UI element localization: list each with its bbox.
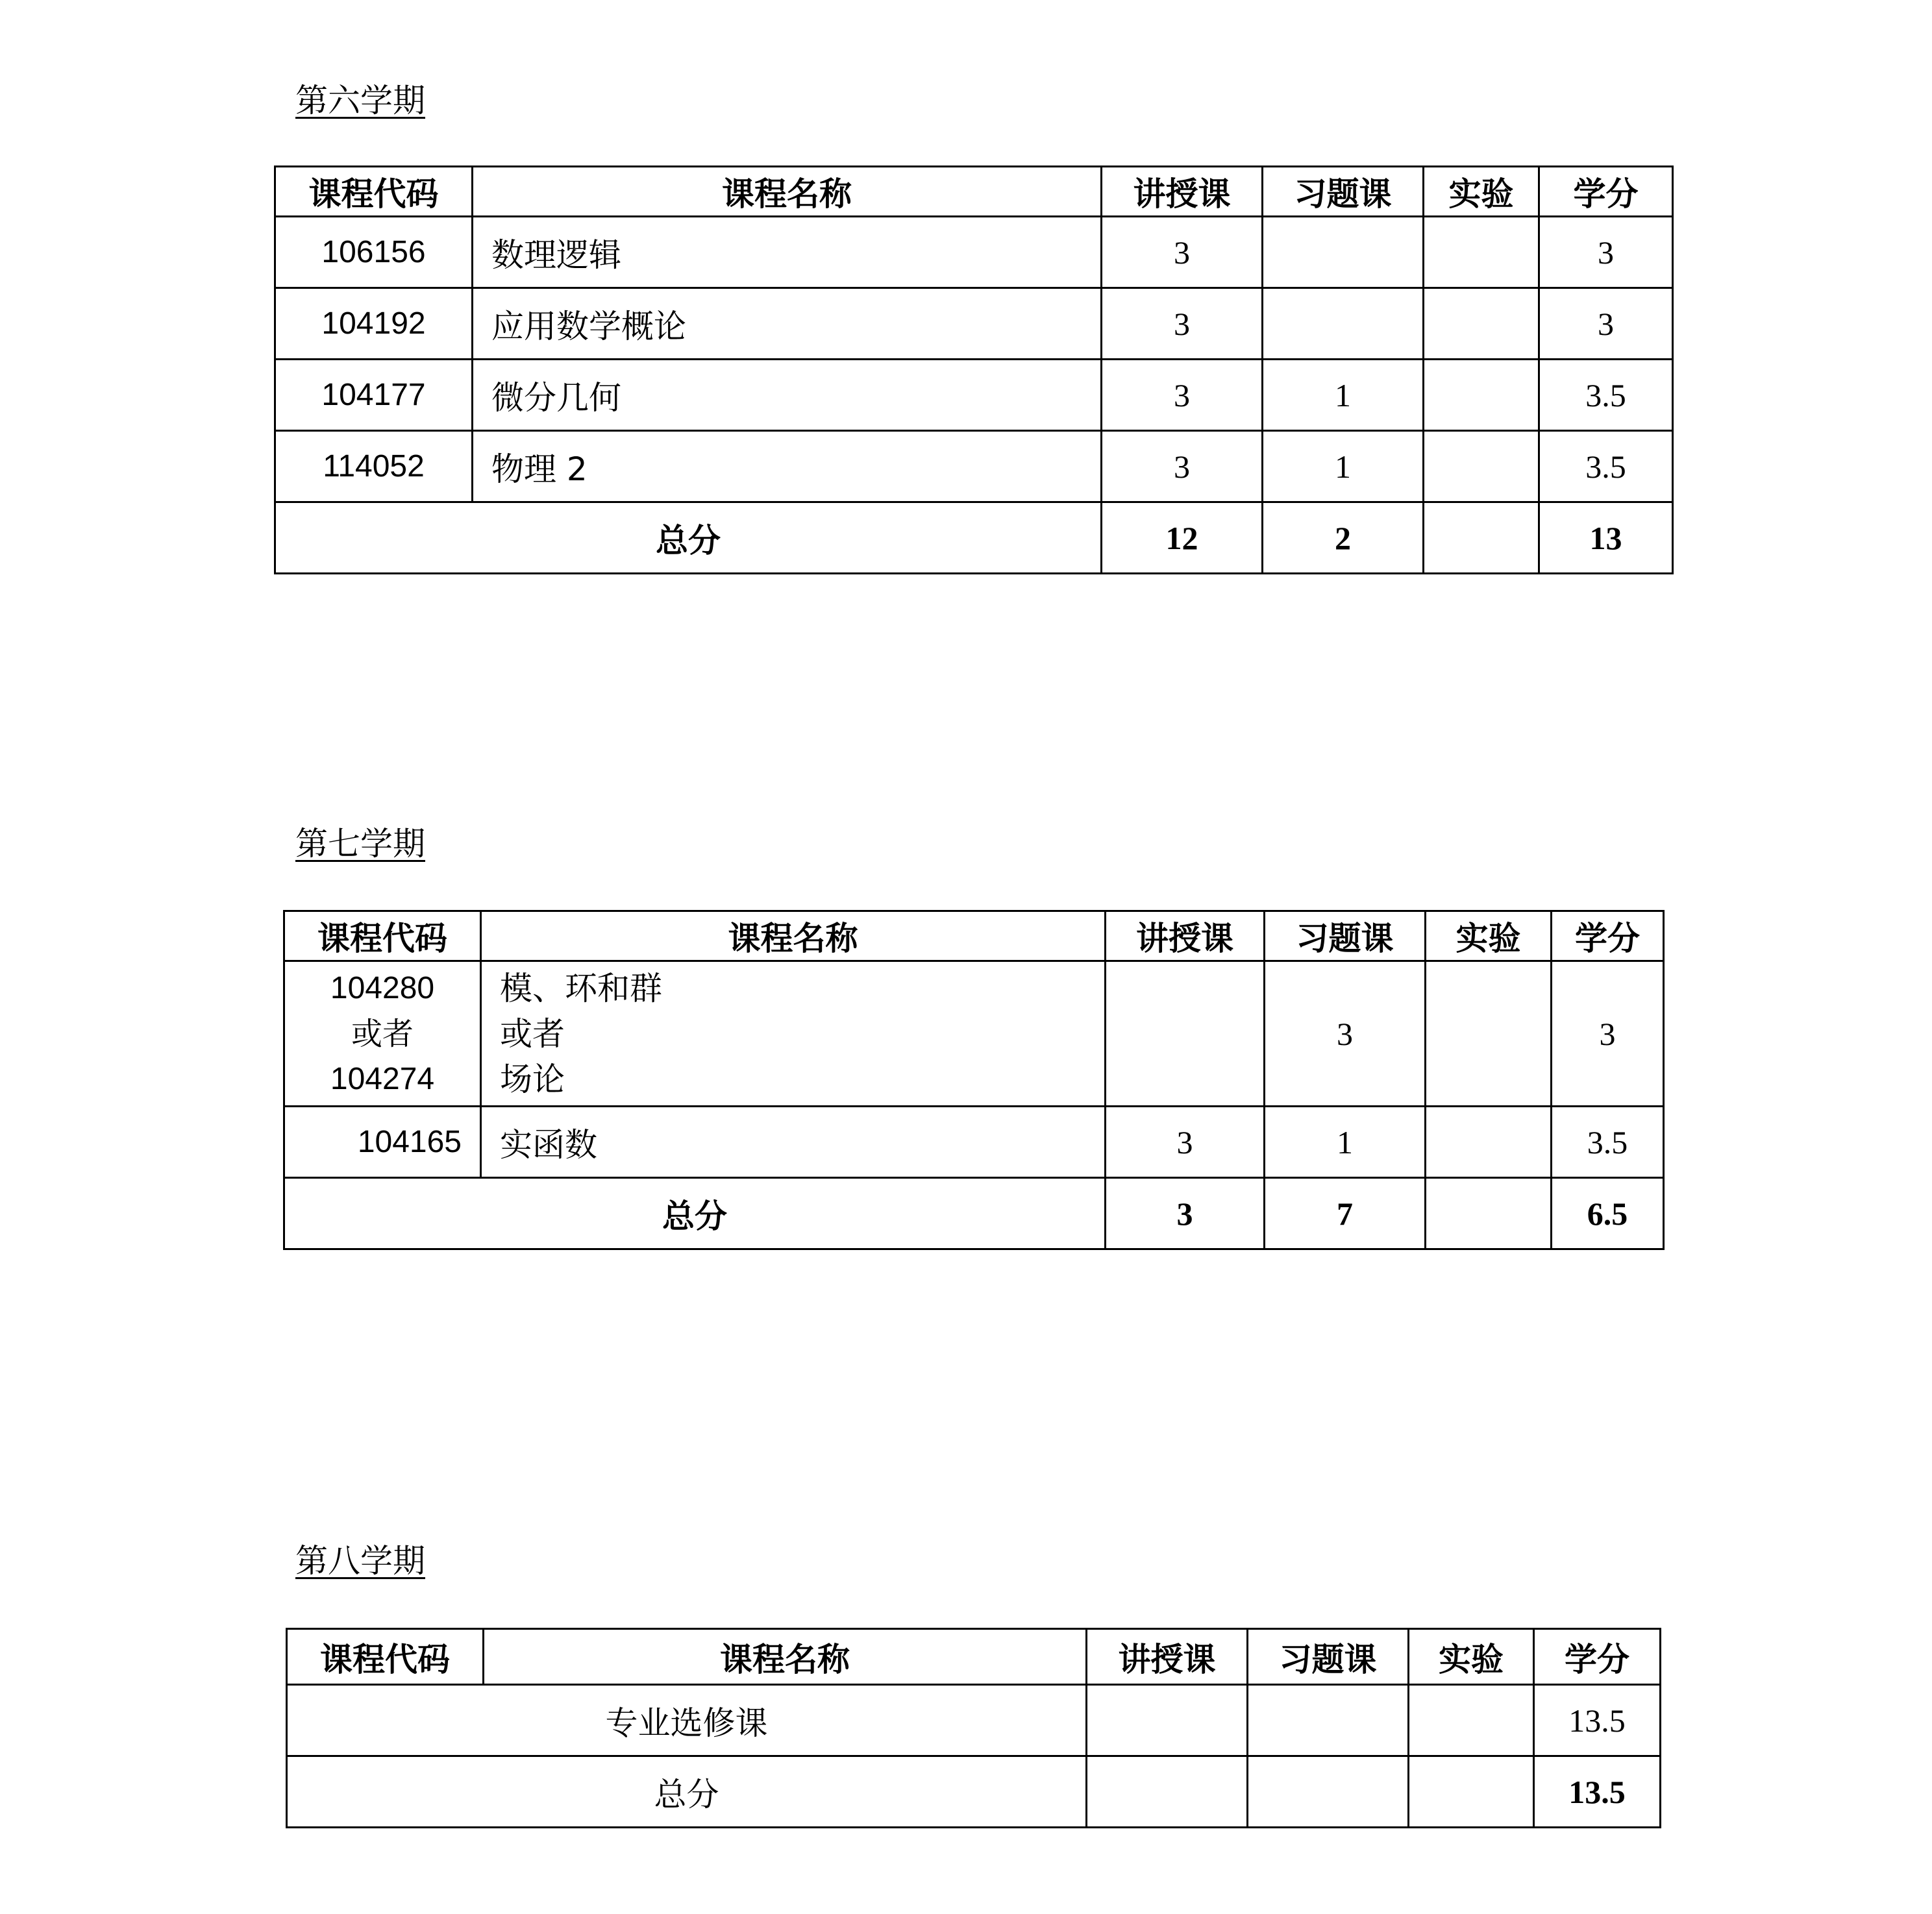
course-name: 数理逻辑: [473, 217, 1102, 288]
header-credit: 学分: [1539, 167, 1673, 217]
course-code-line: 104280: [330, 970, 435, 1005]
lab-hours: [1424, 431, 1539, 502]
semester-8-table: [286, 1628, 1661, 1828]
lab-hours: [1424, 288, 1539, 360]
lab-hours: [1409, 1685, 1534, 1756]
table-header-row: [287, 1629, 1661, 1685]
total-lecture: [1087, 1756, 1248, 1828]
semester-6-table: [274, 166, 1674, 574]
exercise-hours: [1248, 1685, 1409, 1756]
header-course-code: 课程代码: [287, 1629, 484, 1685]
exercise-hours: [1263, 288, 1424, 360]
table-row: [284, 1107, 1664, 1178]
course-name: 专业选修课: [287, 1685, 1087, 1756]
header-lab: 实验: [1424, 167, 1539, 217]
lab-hours: [1426, 1107, 1552, 1178]
exercise-hours: [1263, 217, 1424, 288]
total-lab: [1426, 1178, 1552, 1249]
header-lecture: 讲授课: [1106, 911, 1265, 961]
header-exercise: 习题课: [1265, 911, 1426, 961]
exercise-hours: 3: [1265, 961, 1426, 1107]
credit: 3.5: [1539, 360, 1673, 431]
table-header-row: [275, 167, 1673, 217]
lecture-hours: 3: [1102, 217, 1263, 288]
lab-hours: [1426, 961, 1552, 1107]
course-code: 104165: [284, 1107, 481, 1178]
table-row: [275, 360, 1673, 431]
semester-6-title: 第六学期: [295, 82, 425, 119]
semester-8-title: 第八学期: [295, 1542, 425, 1580]
total-lab: [1424, 502, 1539, 574]
table-row: [284, 961, 1664, 1107]
lab-hours: [1424, 360, 1539, 431]
lecture-hours: 3: [1102, 360, 1263, 431]
header-course-name: 课程名称: [484, 1629, 1087, 1685]
course-name-line: 模、环和群: [500, 969, 662, 1007]
credit: 3: [1552, 961, 1664, 1107]
lab-hours: [1424, 217, 1539, 288]
course-name: 物理 2: [473, 431, 1102, 502]
table-header-row: [284, 911, 1664, 961]
credit: 3.5: [1552, 1107, 1664, 1178]
course-code: 104192: [275, 288, 473, 360]
header-lab: 实验: [1426, 911, 1552, 961]
credit: 13.5: [1534, 1685, 1661, 1756]
course-code-line: 104274: [330, 1061, 435, 1096]
lecture-hours: [1106, 961, 1265, 1107]
course-code: 114052: [275, 431, 473, 502]
header-course-code: 课程代码: [284, 911, 481, 961]
header-course-name: 课程名称: [473, 167, 1102, 217]
header-lab: 实验: [1409, 1629, 1534, 1685]
header-lecture: 讲授课: [1102, 167, 1263, 217]
credit: 3.5: [1539, 431, 1673, 502]
header-course-code: 课程代码: [275, 167, 473, 217]
total-credit: 6.5: [1552, 1178, 1664, 1249]
header-exercise: 习题课: [1248, 1629, 1409, 1685]
credit: 3: [1539, 288, 1673, 360]
table-row: [275, 288, 1673, 360]
header-lecture: 讲授课: [1087, 1629, 1248, 1685]
course-name: 实函数: [481, 1107, 1106, 1178]
course-code-line: 或者: [351, 1015, 414, 1052]
course-name: 应用数学概论: [473, 288, 1102, 360]
course-name: [481, 961, 1106, 1107]
header-credit: 学分: [1534, 1629, 1661, 1685]
total-label: 总分: [275, 502, 1102, 574]
total-row: [284, 1178, 1664, 1249]
total-lecture: 12: [1102, 502, 1263, 574]
course-code: [284, 961, 481, 1107]
total-label: 总分: [287, 1756, 1087, 1828]
course-code: 106156: [275, 217, 473, 288]
lecture-hours: 3: [1102, 288, 1263, 360]
total-credit: 13: [1539, 502, 1673, 574]
semester-7-table: [283, 910, 1665, 1250]
total-label: 总分: [284, 1178, 1106, 1249]
total-lecture: 3: [1106, 1178, 1265, 1249]
semester-7-title: 第七学期: [295, 825, 425, 863]
table-row: [287, 1685, 1661, 1756]
lecture-hours: [1087, 1685, 1248, 1756]
header-exercise: 习题课: [1263, 167, 1424, 217]
total-lab: [1409, 1756, 1534, 1828]
table-row: [275, 217, 1673, 288]
course-name: 微分几何: [473, 360, 1102, 431]
total-exercise: 7: [1265, 1178, 1426, 1249]
course-name-line: 场论: [500, 1060, 565, 1098]
total-exercise: 2: [1263, 502, 1424, 574]
lecture-hours: 3: [1102, 431, 1263, 502]
course-code: 104177: [275, 360, 473, 431]
header-course-name: 课程名称: [481, 911, 1106, 961]
exercise-hours: 1: [1265, 1107, 1426, 1178]
exercise-hours: 1: [1263, 360, 1424, 431]
total-credit: 13.5: [1534, 1756, 1661, 1828]
lecture-hours: 3: [1106, 1107, 1265, 1178]
exercise-hours: 1: [1263, 431, 1424, 502]
credit: 3: [1539, 217, 1673, 288]
total-exercise: [1248, 1756, 1409, 1828]
table-row: [275, 431, 1673, 502]
total-row: [287, 1756, 1661, 1828]
header-credit: 学分: [1552, 911, 1664, 961]
course-name-line: 或者: [500, 1014, 565, 1053]
total-row: [275, 502, 1673, 574]
